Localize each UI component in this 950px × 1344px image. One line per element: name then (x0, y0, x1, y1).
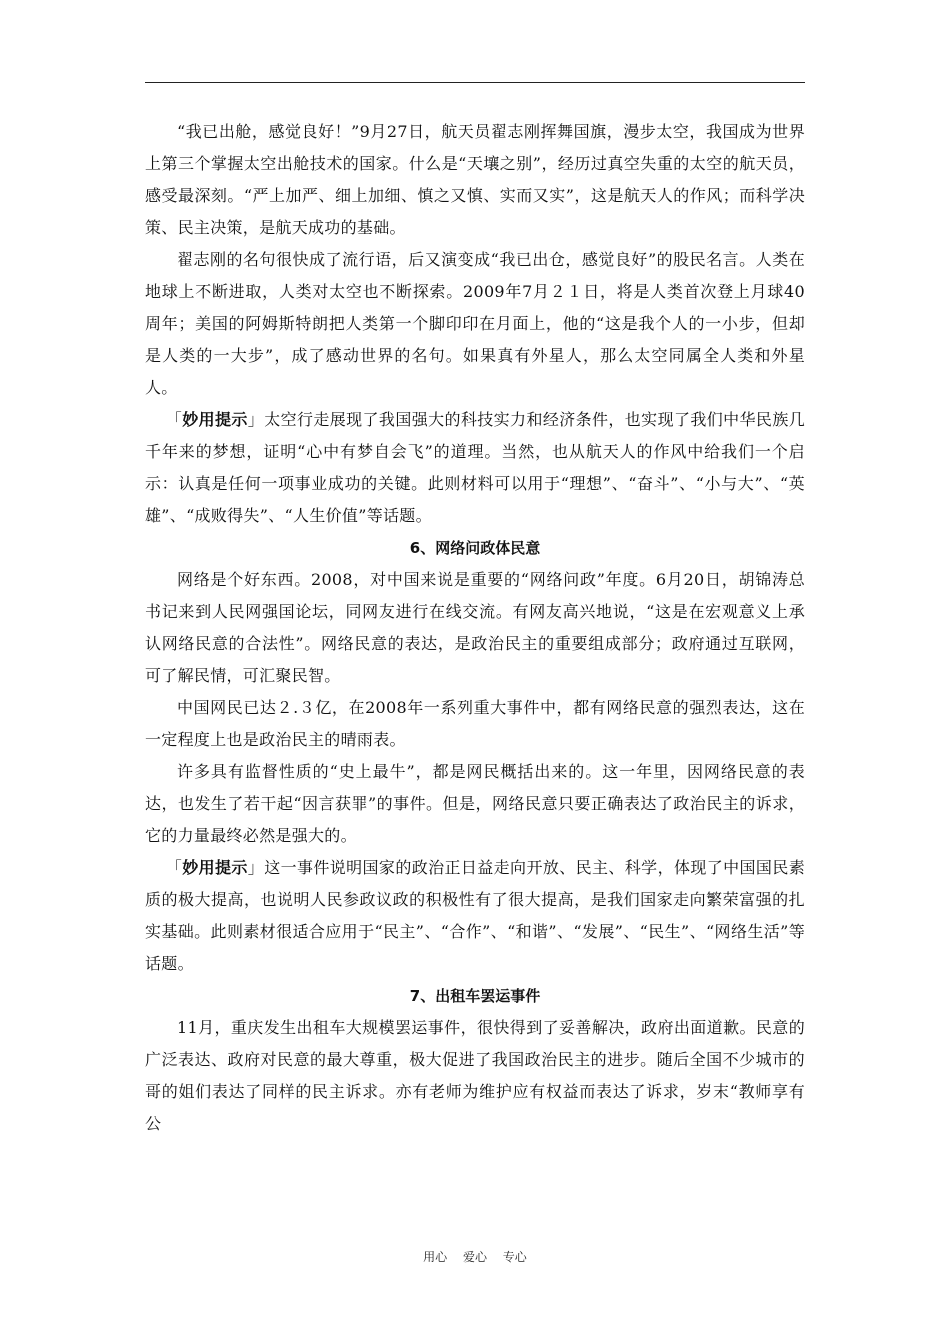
tip-label: 妙用提示 (182, 858, 248, 877)
paragraph: 中国网民已达２.３亿，在2008年一系列重大事件中，都有网络民意的强烈表达，这在一定程度上也是政治民主的晴雨表。 (145, 698, 805, 749)
paragraph: 11月，重庆发生出租车大规模罢运事件，很快得到了妥善解决，政府出面道歉。民意的广泛表达、政府对民意的最大尊重，极大促进了我国政治民主的进步。随后全国不少城市的哥的姐们表达了同样的民主诉求。亦有老师为维护应有权益而表达了诉求，岁末“教师享有公 (145, 1018, 805, 1133)
tip-paragraph: 「妙用提示」太空行走展现了我国强大的科技实力和经济条件，也实现了我们中华民族几千年来的梦想，证明“心中有梦自会飞”的道理。当然，也从航天人的作风中给我们一个启示：认真是任何一项事业成功的关键。此则材料可以用于“理想”、“奋斗”、“小与大”、“英雄”、“成败得失”、“人生价值”等话题。 (145, 410, 806, 525)
header-rule (145, 82, 805, 83)
tip-text: 这一事件说明国家的政治正日益走向开放、民主、科学，体现了中国国民素质的极大提高，也说明人民参政议政的积极性有了很大提高，是我们国家走向繁荣富强的扎实基础。此则素材很适合应用于“民主”、“合作”、“和谐”、“发展”、“民生”、“网络生活”等话题。 (145, 858, 806, 973)
section-heading: 7、出租车罢运事件 (409, 987, 541, 1005)
tip-label: 妙用提示 (182, 410, 248, 429)
paragraph: 网络是个好东西。2008，对中国来说是重要的“网络问政”年度。6月20日，胡锦涛总书记来到人民网强国论坛，同网友进行在线交流。有网友高兴地说，“这是在宏观意义上承认网络民意的合法性”。网络民意的表达，是政治民主的重要组成部分；政府通过互联网，可了解民情，可汇聚民智。 (145, 570, 805, 685)
tip-text: 太空行走展现了我国强大的科技实力和经济条件，也实现了我们中华民族几千年来的梦想，证明“心中有梦自会飞”的道理。当然，也从航天人的作风中给我们一个启示：认真是任何一项事业成功的关键。此则材料可以用于“理想”、“奋斗”、“小与大”、“英雄”、“成败得失”、“人生价值”等话题。 (145, 410, 806, 525)
tip-paragraph: 「妙用提示」这一事件说明国家的政治正日益走向开放、民主、科学，体现了中国国民素质的极大提高，也说明人民参政议政的积极性有了很大提高，是我们国家走向繁荣富强的扎实基础。此则素材很适合应用于“民主”、“合作”、“和谐”、“发展”、“民生”、“网络生活”等话题。 (145, 858, 806, 973)
document-body (145, 116, 805, 1140)
paragraph: “我已出舱，感觉良好！”9月27日，航天员翟志刚挥舞国旗，漫步太空，我国成为世界上第三个掌握太空出舱技术的国家。什么是“天壤之别”，经历过真空失重的太空的航天员，感受最深刻。“严上加严、细上加细、慎之又慎、实而又实”，这是航天人的作风；而科学决策、民主决策，是航天成功的基础。 (145, 122, 805, 237)
paragraph: 许多具有监督性质的“史上最牛”，都是网民概括出来的。这一年里，因网络民意的表达，也发生了若干起“因言获罪”的事件。但是，网络民意只要正确表达了政治民主的诉求，它的力量最终必然是强大的。 (145, 762, 805, 845)
paragraph: 翟志刚的名句很快成了流行语，后又演变成“我已出仓，感觉良好”的股民名言。人类在地球上不断进取，人类对太空也不断探索。2009年7月２１日，将是人类首次登上月球40周年；美国的阿姆斯特朗把人类第一个脚印印在月面上，他的“这是我个人的一小步，但却是人类的一大步”，成了感动世界的名句。如果真有外星人，那么太空同属全人类和外星人。 (145, 250, 805, 397)
section-heading: 6、网络问政体民意 (409, 539, 541, 557)
page-footer: 用心 爱心 专心 (423, 1250, 527, 1264)
